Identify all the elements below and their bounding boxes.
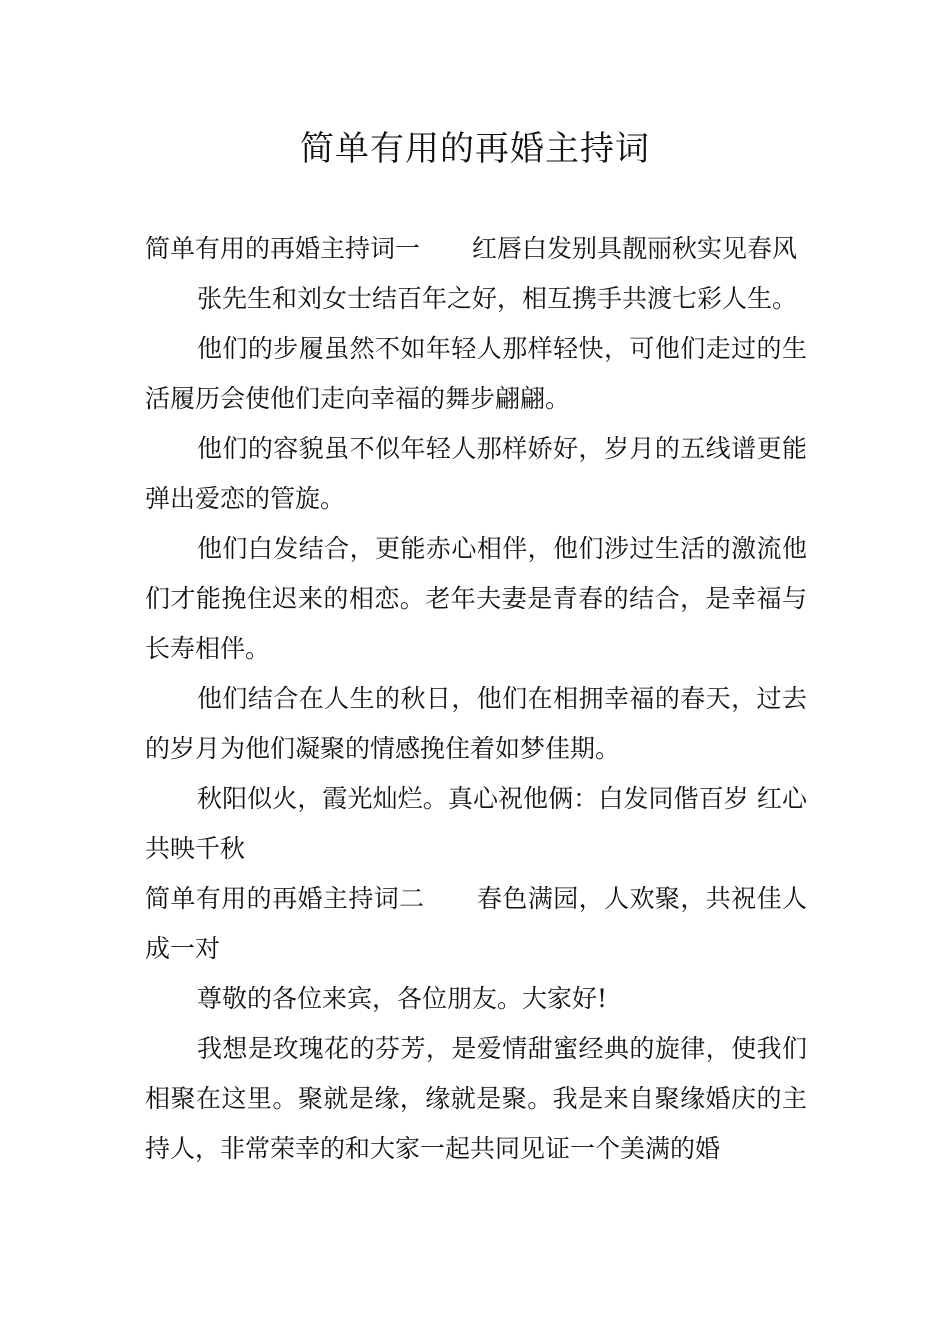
section-heading (145, 874, 807, 974)
paragraph: 他们的步履虽然不如年轻人那样轻快，可他们走过的生活履历会使他们走向幸福的舞步翩翩。 (145, 334, 807, 413)
paragraph: 他们的容貌虽不似年轻人那样娇好，岁月的五线谱更能弹出爱恋的管旋。 (145, 434, 807, 513)
paragraph: 尊敬的各位来宾，各位朋友。大家好! (197, 984, 608, 1013)
paragraph: 他们结合在人生的秋日，他们在相拥幸福的春天，过去的岁月为他们凝聚的情感挽住着如梦佳期。 (145, 684, 807, 763)
section-heading-label: 简单有用的再婚主持词一 (145, 234, 421, 263)
document-title: 简单有用的再婚主持词 (300, 129, 650, 169)
section-heading-label: 简单有用的再婚主持词二 (145, 884, 425, 913)
section-subtitle: 春色满园，人欢聚，共祝佳人成一对 (145, 884, 807, 963)
paragraph: 他们白发结合，更能赤心相伴，他们涉过生活的激流他们才能挽住迟来的相恋。老年夫妻是青春的结合，是幸福与长寿相伴。 (145, 534, 807, 663)
paragraph: 我想是玫瑰花的芬芳，是爱情甜蜜经典的旋律，使我们相聚在这里。聚就是缘，缘就是聚。我是来自聚缘婚庆的主持人，非常荣幸的和大家一起共同见证一个美满的婚 (145, 1034, 807, 1163)
section-subtitle: 红唇白发别具靓丽秋实见春风 (472, 234, 798, 263)
document-body (145, 224, 807, 1174)
paragraph: 张先生和刘女士结百年之好，相互携手共渡七彩人生。 (197, 284, 798, 313)
section-heading (145, 224, 807, 274)
paragraph: 秋阳似火，霞光灿烂。真心祝他俩：白发同偕百岁 红心共映千秋 (145, 784, 807, 863)
